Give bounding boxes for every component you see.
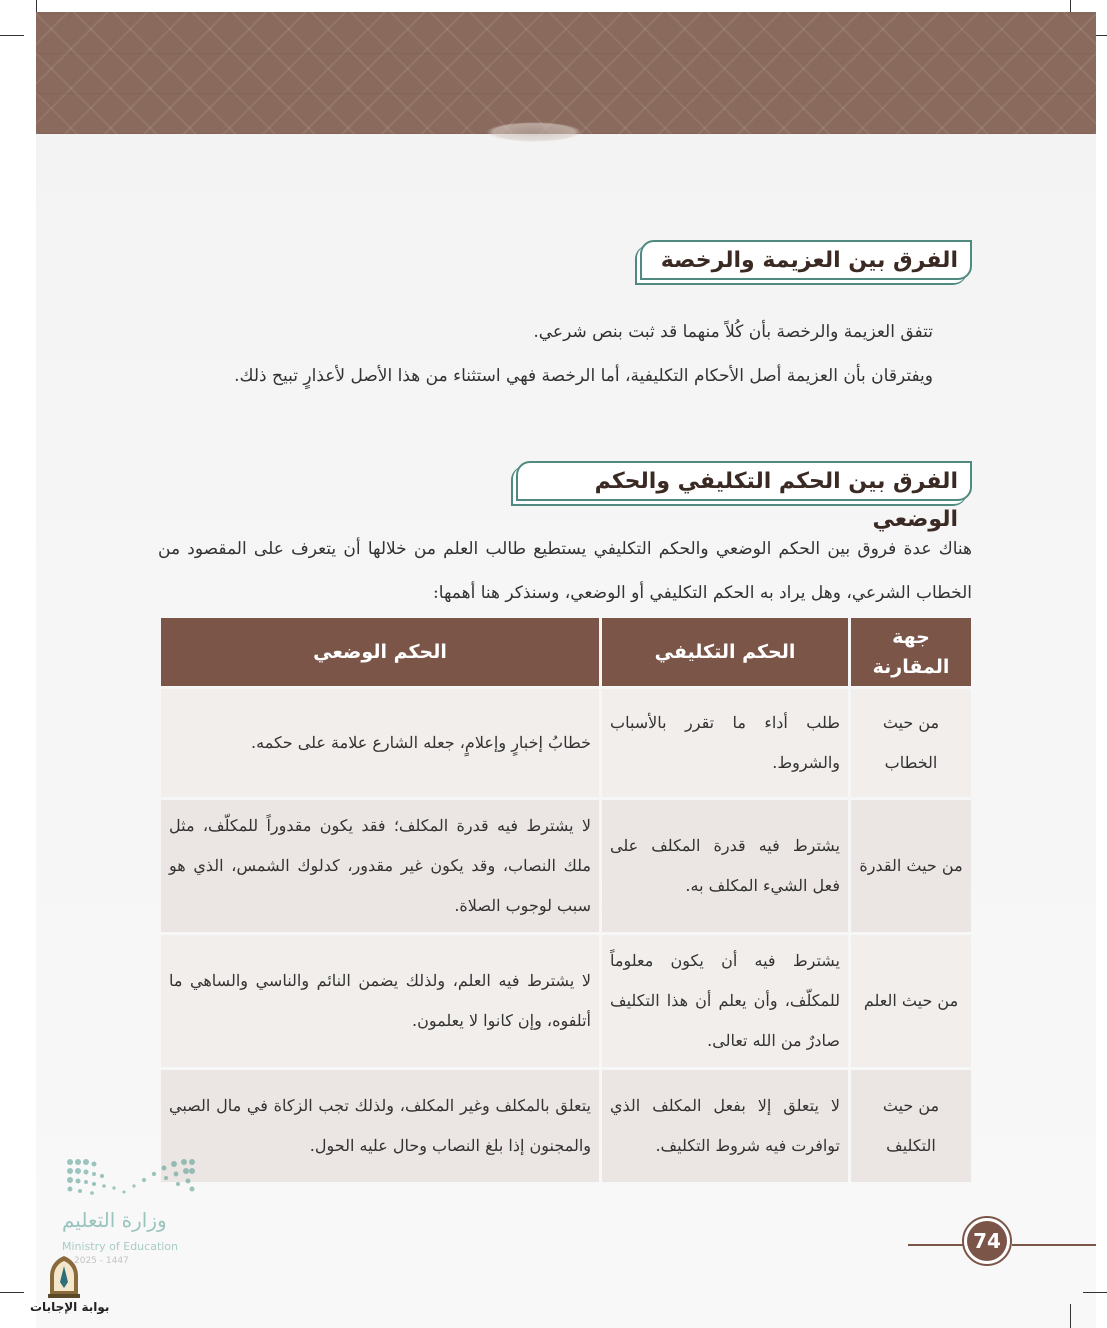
table-row xyxy=(161,689,971,797)
header-taklifi: الحكم التكليفي xyxy=(602,618,848,686)
table-row xyxy=(161,800,971,932)
table-cell-wadi: لا يشترط فيه العلم، ولذلك يضمن النائم والناسي والساهي ما أتلفوه، وإن كانوا لا يعلمون. xyxy=(161,935,599,1067)
page-number: 74 xyxy=(967,1221,1007,1261)
portal-label: بوابة الإجابات xyxy=(30,1300,110,1314)
page-number-badge xyxy=(962,1216,1012,1266)
table-row xyxy=(161,935,971,1067)
ministry-name-english: Ministry of Education xyxy=(62,1240,179,1253)
crop-mark xyxy=(0,1292,24,1293)
banner-ornament xyxy=(486,122,582,142)
paragraph-agreement: تتفق العزيمة والرخصة بأن كُلاً منهما قد ثبت بنص شرعي. xyxy=(533,322,933,342)
answers-portal-logo xyxy=(30,1254,110,1320)
heading-text: الفرق بين الحكم التكليفي والحكم الوضعي xyxy=(594,469,958,532)
table-cell-aspect: من حيث التكليف xyxy=(851,1070,971,1182)
page-number-line-right xyxy=(1012,1244,1096,1246)
table-header-row xyxy=(161,618,971,686)
table-cell-taklifi: لا يتعلق إلا بفعل المكلف الذي توافرت فيه شروط التكليف. xyxy=(602,1070,848,1182)
ministry-name-arabic: وزارة التعليم xyxy=(62,1208,167,1232)
section-heading-taklifi-wadi xyxy=(516,461,972,532)
table-cell-wadi: يتعلق بالمكلف وغير المكلف، ولذلك تجب الزكاة في مال الصبي والمجنون إذا بلغ النصاب وحال عليه الحول. xyxy=(161,1070,599,1182)
crop-mark xyxy=(0,35,24,36)
comparison-table xyxy=(158,615,974,1185)
paragraph-intro: هناك عدة فروق بين الحكم الوضعي والحكم التكليفي يستطيع طالب العلم من خلالها أن يتعرف على المقصود من الخطاب الشرعي، وهل يراد به الحكم التكليفي أو الوضعي، وسنذكر هنا أهمها: xyxy=(158,539,972,603)
crop-mark xyxy=(1083,1292,1107,1293)
table-cell-taklifi: يشترط فيه أن يكون معلوماً للمكلّف، وأن يعلم أن هذا التكليف صادرٌ من الله تعالى. xyxy=(602,935,848,1067)
table-cell-aspect: من حيث القدرة xyxy=(851,800,971,932)
table-cell-aspect: من حيث العلم xyxy=(851,935,971,1067)
table-cell-wadi: خطابُ إخبارٍ وإعلامٍ، جعله الشارع علامة على حكمه. xyxy=(161,689,599,797)
page-number-line-left xyxy=(908,1244,964,1246)
table-row xyxy=(161,1070,971,1182)
paragraph-difference: ويفترقان بأن العزيمة أصل الأحكام التكليفية، أما الرخصة فهي استثناء من هذا الأصل لأعذارٍ تبيح ذلك. xyxy=(234,366,933,386)
pen-shield-icon xyxy=(46,1254,82,1300)
header-aspect: جهة المقارنة xyxy=(851,618,971,686)
heading-text: الفرق بين العزيمة والرخصة xyxy=(660,248,958,273)
ministry-dots-icon xyxy=(64,1156,198,1200)
table-cell-wadi: لا يشترط فيه قدرة المكلف؛ فقد يكون مقدوراً للمكلّف، مثل ملك النصاب، وقد يكون غير مقدور، كدلوك الشمس، الذي هو سبب لوجوب الصلاة. xyxy=(161,800,599,932)
crop-mark xyxy=(1070,1304,1071,1328)
table-cell-aspect: من حيث الخطاب xyxy=(851,689,971,797)
ministry-year: 2025 - 1447 xyxy=(74,1256,129,1266)
decorative-banner xyxy=(36,12,1096,134)
section-heading-azima-rukhsa xyxy=(640,240,972,280)
header-wadi: الحكم الوضعي xyxy=(161,618,599,686)
table-cell-taklifi: يشترط فيه قدرة المكلف على فعل الشيء المكلف به. xyxy=(602,800,848,932)
table-cell-taklifi: طلب أداء ما تقرر بالأسباب والشروط. xyxy=(602,689,848,797)
